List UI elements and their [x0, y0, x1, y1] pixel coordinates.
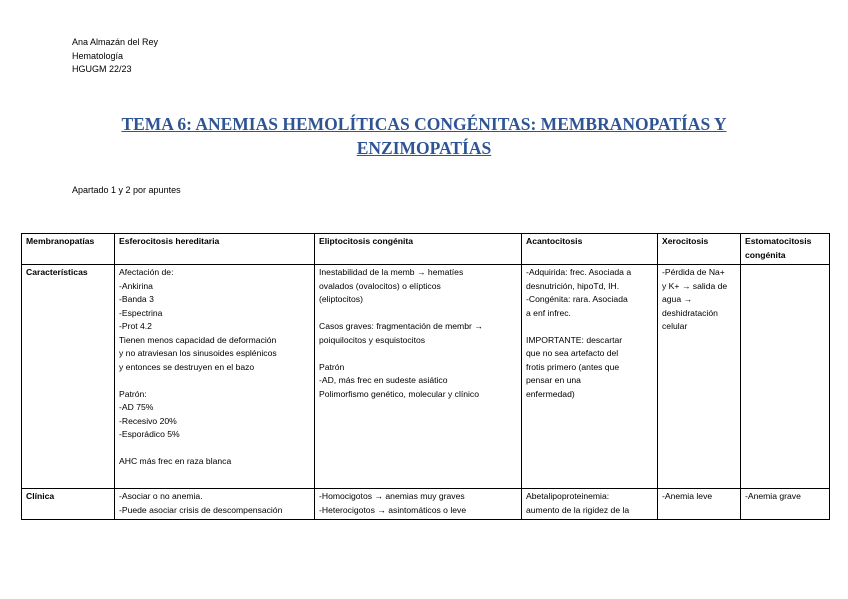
cell-caracteristicas-estomatocitosis — [741, 265, 830, 489]
cell-clinica-xerocitosis — [658, 489, 741, 520]
header-cell-membranopatias: Membranopatías — [22, 234, 115, 265]
membranopathies-table — [21, 233, 830, 520]
header-cell-acantocitosis: Acantocitosis — [522, 234, 658, 265]
cell-line: poiquilocitos y esquistocitos — [319, 334, 426, 345]
cell-line: -Anemia leve — [662, 491, 713, 501]
cell-line: y no atraviesan los sinusoides esplénicos — [119, 348, 277, 358]
cell-line: desnutrición, hipoTd, IH. — [526, 280, 620, 291]
cell-line: -AD 75% — [119, 402, 154, 412]
cell-line: IMPORTANTE: descartar — [526, 334, 623, 345]
cell-clinica-estomatocitosis — [741, 489, 830, 520]
row-label-caracteristicas: Características — [22, 265, 115, 489]
cell-line: AHC más frec en raza blanca — [119, 456, 232, 466]
row-label-clinica: Clínica — [22, 489, 115, 520]
header-cell-estomatocitosis: Estomatocitosis congénita — [741, 234, 830, 265]
cell-line: Tienen menos capacidad de deformación — [119, 334, 277, 345]
cell-line: -Banda 3 — [119, 294, 154, 304]
cell-line: -Prot 4.2 — [119, 321, 152, 331]
table-row-clinica — [22, 489, 830, 520]
cell-line: Polimorfismo genético, molecular y clínico — [319, 388, 479, 399]
cell-clinica-eliptocitosis — [315, 489, 522, 520]
cell-line: Patrón: — [119, 388, 147, 399]
cell-line: agua → — [662, 294, 693, 304]
cell-line: enfermedad) — [526, 388, 575, 399]
cell-line: que no sea artefacto del — [526, 348, 619, 358]
cell-line: -Pérdida de Na+ — [662, 267, 725, 277]
page-title — [100, 112, 748, 160]
cell-caracteristicas-esferocitosis — [115, 265, 315, 489]
subject-name: Hematología — [72, 50, 124, 61]
cell-line — [119, 442, 310, 456]
cell-line: (eliptocitos) — [319, 294, 363, 304]
cell-line: -Anemia grave — [745, 491, 801, 501]
cell-caracteristicas-xerocitosis — [658, 265, 741, 489]
cell-line: aumento de la rigidez de la — [526, 504, 630, 515]
cell-caracteristicas-acantocitosis — [522, 265, 658, 489]
cell-caracteristicas-eliptocitosis — [315, 265, 522, 489]
cell-line: ovalados (ovalocitos) o elípticos — [319, 280, 441, 291]
table-header-row — [22, 234, 830, 265]
title-line-1: TEMA 6: ANEMIAS HEMOLÍTICAS CONGÉNITAS: MEMBRANOPATÍAS Y — [121, 114, 727, 134]
cell-line: a enf infrec. — [526, 307, 571, 318]
cell-line: -Congénita: rara. Asociada — [526, 294, 628, 304]
cell-line: -Esporádico 5% — [119, 429, 180, 439]
cell-line: frotis primero (antes que — [526, 361, 620, 372]
cell-line: Patrón — [319, 361, 345, 372]
cell-line: Abetalipoproteinemia: — [526, 491, 610, 501]
cell-line: celular — [662, 321, 688, 331]
cell-line: -Homocigotos → anemias muy graves — [319, 491, 465, 501]
section-note: Apartado 1 y 2 por apuntes — [72, 185, 181, 195]
cell-line: -AD, más frec en sudeste asiático — [319, 375, 448, 385]
cell-line: Casos graves: fragmentación de membr → — [319, 321, 483, 331]
cell-line: Afectación de: — [119, 267, 174, 277]
author-name: Ana Almazán del Rey — [72, 37, 159, 47]
cell-line: Inestabilidad de la memb → hematíes — [319, 267, 464, 277]
title-line-2: ENZIMOPATÍAS — [356, 138, 492, 158]
cell-line: y K+ → salida de — [662, 280, 728, 291]
cell-line: -Ankirina — [119, 280, 153, 291]
course-name: HGUGM 22/23 — [72, 64, 132, 74]
cell-line: -Adquirida: frec. Asociada a — [526, 267, 632, 277]
cell-line: deshidratación — [662, 307, 718, 318]
document-header — [72, 36, 158, 77]
cell-line: -Asociar o no anemia. — [119, 491, 203, 501]
cell-line: -Heterocigotos → asintomáticos o leve — [319, 504, 467, 515]
cell-line — [526, 320, 653, 334]
cell-line — [319, 347, 517, 361]
cell-line — [319, 307, 517, 321]
header-cell-eliptocitosis: Eliptocitosis congénita — [315, 234, 522, 265]
cell-line: -Espectrina — [119, 307, 163, 318]
table-row-caracteristicas — [22, 265, 830, 489]
header-cell-xerocitosis: Xerocitosis — [658, 234, 741, 265]
cell-line — [119, 374, 310, 388]
header-cell-esferocitosis: Esferocitosis hereditaria — [115, 234, 315, 265]
cell-line: y entonces se destruyen en el bazo — [119, 361, 255, 372]
cell-line: -Recesivo 20% — [119, 415, 177, 426]
cell-clinica-esferocitosis — [115, 489, 315, 520]
cell-line: -Puede asociar crisis de descompensación — [119, 504, 283, 515]
cell-clinica-acantocitosis — [522, 489, 658, 520]
cell-line: pensar en una — [526, 375, 581, 385]
